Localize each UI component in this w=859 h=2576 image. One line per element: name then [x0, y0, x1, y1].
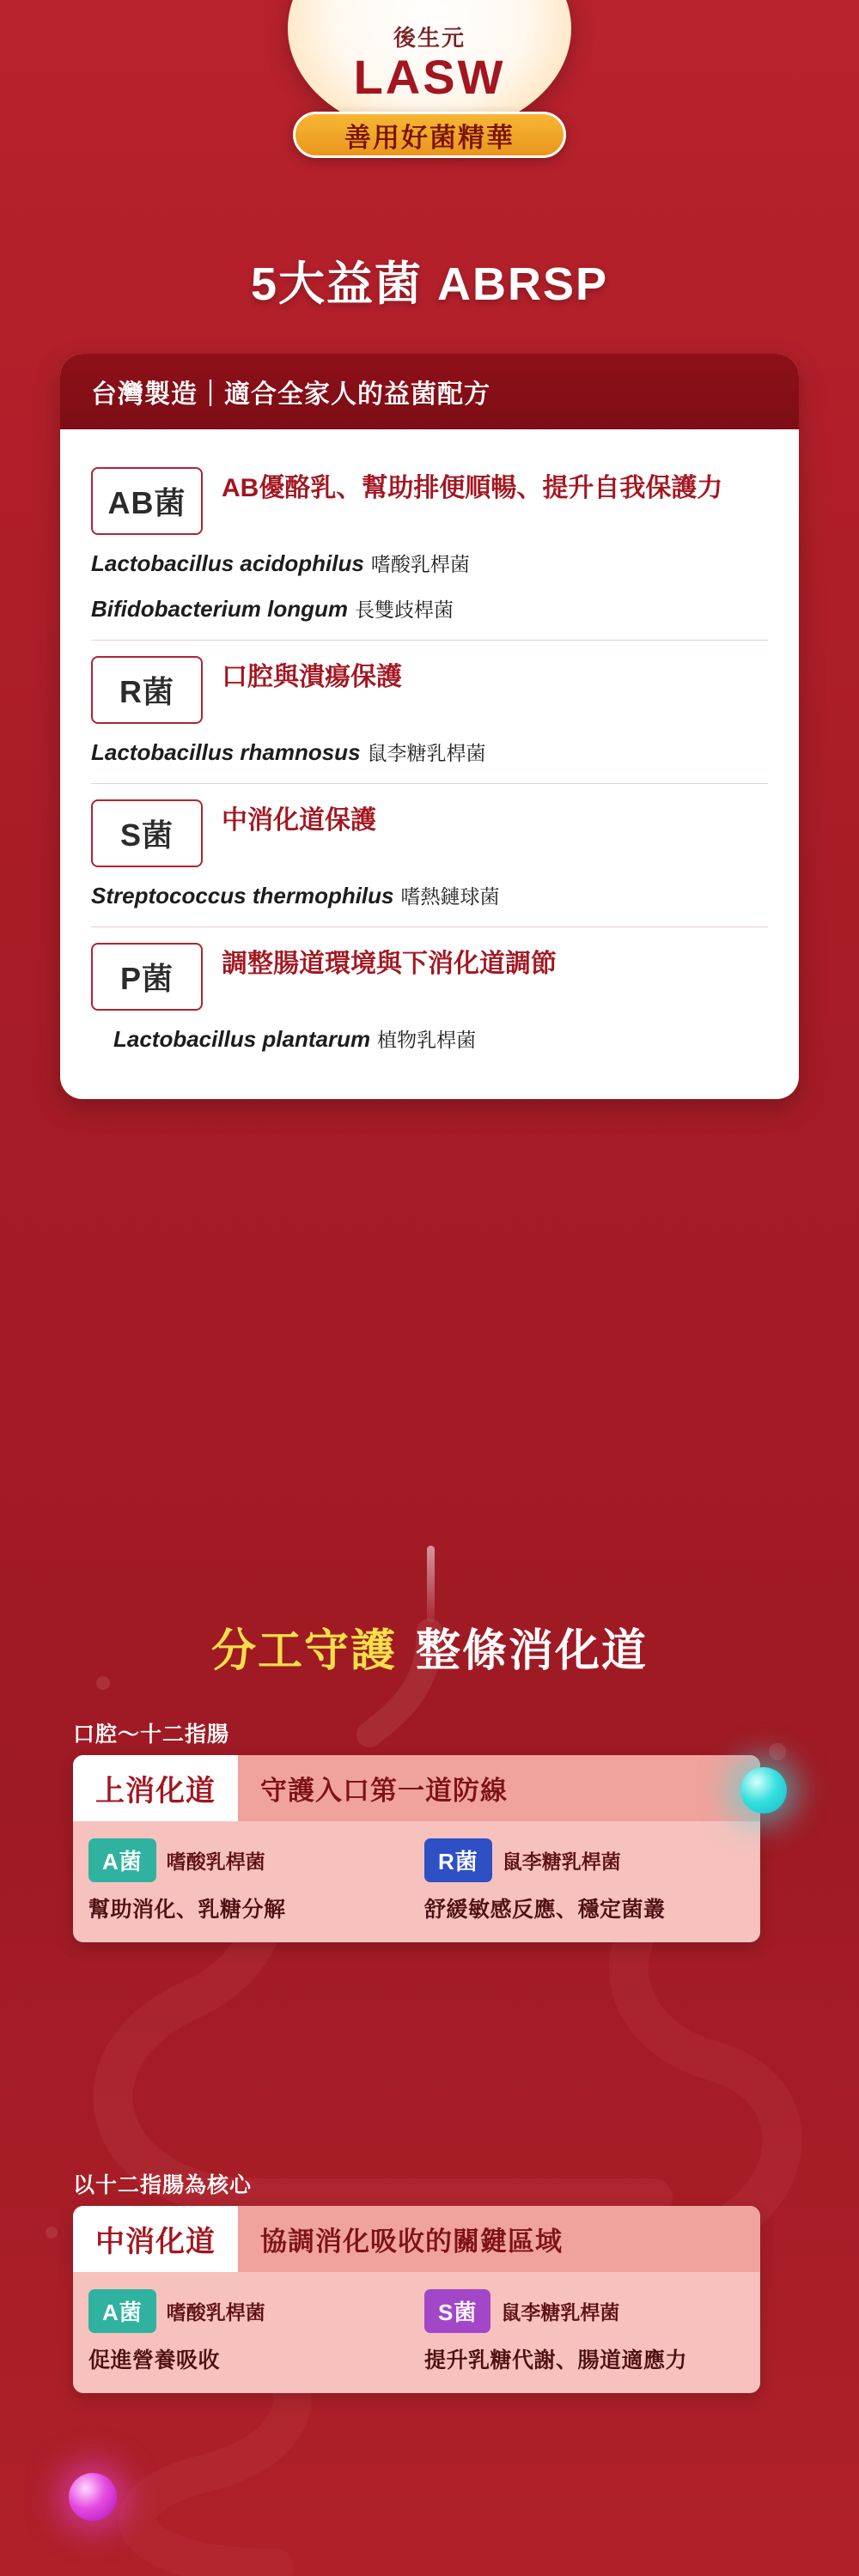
strain-chip-note: 舒緩敏感反應、穩定菌叢 [424, 1898, 666, 1922]
tract-caption: 以十二指腸為核心 [73, 2173, 253, 2197]
strain-latin-name [91, 879, 768, 913]
tract-middle [73, 2168, 760, 2393]
section-title-highlight: 分工守護 [210, 1626, 397, 1676]
tract-column [424, 2289, 745, 2374]
tract-column [424, 1838, 745, 1923]
tract-upper [73, 1717, 760, 1942]
strain-chip-name: 嗜酸乳桿菌 [166, 1850, 265, 1873]
strain-block [91, 452, 768, 640]
strain-tag: S菌 [91, 799, 203, 867]
strain-chip-note: 幫助消化、乳糖分解 [88, 1898, 286, 1922]
connector-line [427, 1546, 435, 1623]
glow-dot-magenta [69, 2473, 117, 2521]
tract-caption: 口腔～十二指腸 [73, 1722, 230, 1747]
strain-chip-note: 提升乳糖代謝、腸道適應力 [424, 2348, 688, 2372]
badge-disc [288, 0, 571, 153]
badge-title: LASW [353, 50, 506, 105]
page-title: 5大益菌 ABRSP [250, 258, 609, 310]
strain-latin-name [91, 1023, 768, 1056]
strain-chip-name: 嗜酸乳桿菌 [166, 2301, 265, 2324]
strain-chip: A菌 [88, 2289, 156, 2333]
latin-chinese: 鼠李糖乳桿菌 [367, 742, 486, 764]
strain-chip-name: 鼠李糖乳桿菌 [501, 2301, 620, 2324]
latin-binomial: Streptococcus thermophilus [91, 883, 394, 908]
tract-header [73, 1755, 760, 1821]
strain-chip: A菌 [88, 1838, 156, 1882]
strain-description: AB優酪乳、幫助排便順暢、提升自我保護力 [222, 474, 723, 502]
glow-dot-cyan [740, 1767, 787, 1814]
tract-panel [73, 1755, 760, 1942]
product-badge [288, 0, 571, 153]
strain-block [91, 783, 768, 927]
strain-description: 口腔與潰瘍保護 [222, 663, 402, 691]
strain-tag: R菌 [91, 656, 203, 724]
tract-label: 中消化道 [73, 2206, 238, 2272]
tract-column [88, 1838, 409, 1923]
strain-chip-name: 鼠李糖乳桿菌 [502, 1850, 621, 1873]
tract-header [73, 2206, 760, 2272]
strain-description: 調整腸道環境與下消化道調節 [222, 950, 557, 978]
card-body [60, 429, 799, 1099]
latin-binomial: Lactobacillus rhamnosus [91, 739, 361, 765]
strain-chip: S菌 [424, 2289, 490, 2333]
strain-tag: P菌 [91, 943, 203, 1011]
tract-panel [73, 2206, 760, 2393]
card-header: 台灣製造｜適合全家人的益菌配方 [60, 354, 799, 429]
strain-chip-note: 促進營養吸收 [88, 2348, 221, 2372]
strain-tag: AB菌 [91, 467, 203, 535]
latin-chinese: 植物乳桿菌 [377, 1029, 477, 1051]
strain-latin-name [91, 736, 768, 769]
latin-binomial: Bifidobacterium longum [91, 596, 348, 622]
latin-chinese: 長雙歧桿菌 [355, 598, 454, 621]
latin-chinese: 嗜熱鏈球菌 [400, 885, 500, 908]
strain-chip: R菌 [424, 1838, 492, 1882]
badge-ribbon: 善用好菌精華 [293, 112, 566, 158]
tract-column [88, 2289, 409, 2374]
badge-subtitle: 後生元 [393, 25, 466, 52]
strain-latin-name [91, 592, 768, 626]
strain-latin-name [91, 547, 768, 580]
latin-chinese: 嗜酸乳桿菌 [370, 553, 470, 575]
latin-binomial: Lactobacillus plantarum [113, 1026, 371, 1052]
strain-block [91, 927, 768, 1070]
strain-description: 中消化道保護 [222, 806, 376, 835]
section-title-rest: 整條消化道 [416, 1626, 649, 1676]
tract-label: 上消化道 [73, 1755, 238, 1821]
latin-binomial: Lactobacillus acidophilus [91, 550, 364, 576]
strain-block [91, 640, 768, 783]
tract-columns [73, 2272, 760, 2393]
tract-headline: 守護入口第一道防線 [260, 1776, 508, 1806]
section-title [0, 1614, 859, 1679]
tract-columns [73, 1821, 760, 1942]
tract-headline: 協調消化吸收的關鍵區域 [260, 2227, 563, 2257]
strain-card [60, 354, 799, 1099]
